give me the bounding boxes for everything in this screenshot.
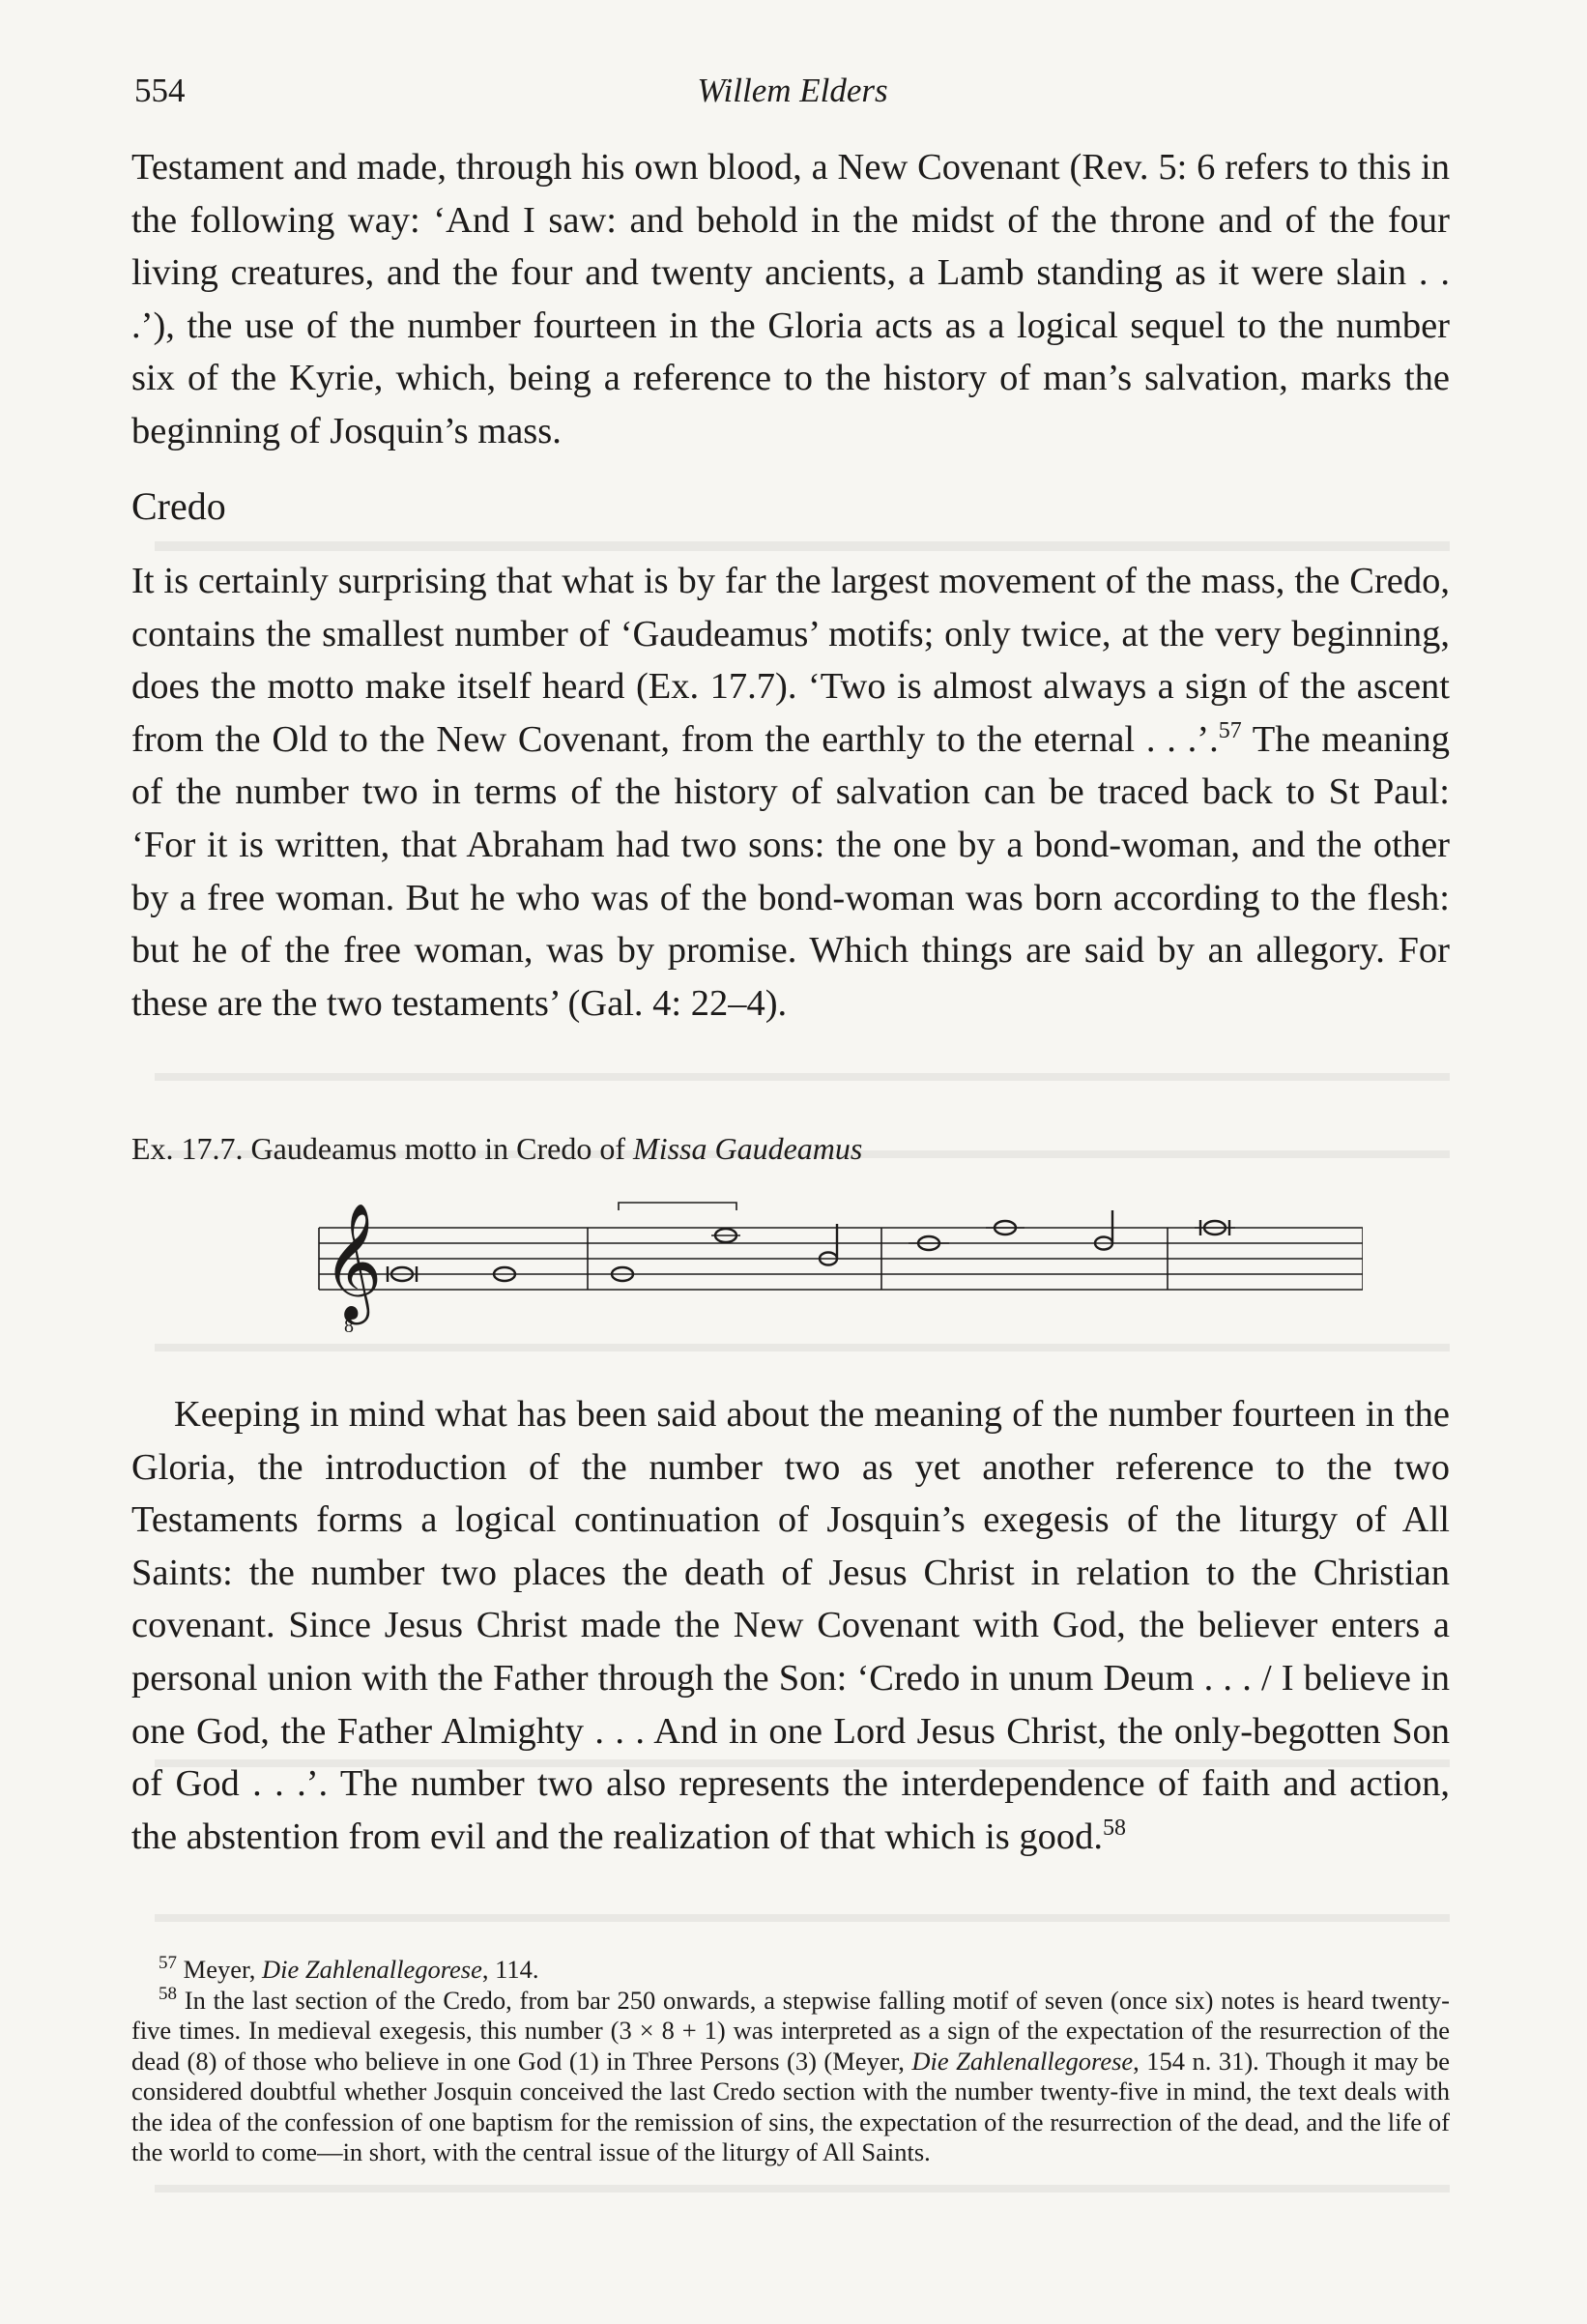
footnote-title: Die Zahlenallegorese bbox=[911, 2046, 1134, 2076]
paragraph-2-text-a: It is certainly surprising that what is by far the largest movement of the mass, the Credo, contains the smallest number of ‘Gaudeamus’ motifs; only twice, at the very beginning, does the motto make itself heard (Ex. 17.7). ‘Two is almost always a sign of the ascent from the Old to the New Covenant, from the earthly to the eternal . . .’. bbox=[131, 561, 1450, 760]
footnote-number: 58 bbox=[159, 1983, 177, 2004]
paragraph-3-text: Keeping in mind what has been said about the meaning of the number fourteen in the Gloria, the introduction of the number two as yet another reference to the two Testaments forms a logical continuation of Josquin’s exegesis of the liturgy of All Saints: the number two places the death of Jesus Christ in relation to the Christian covenant. Since Jesus Christ made the New Covenant with God, the believer enters a personal union with the Father through the Son: ‘Credo in unum Deum . . . / I believe in one God, the Father Almighty . . . And in one Lord Jesus Christ, the only-begotten Son of God . . .’. The number two also represents the interdependence of faith and action, the abstention from evil and the realization of that which is good. bbox=[131, 1394, 1450, 1857]
footnote-58 bbox=[131, 1983, 1450, 2168]
footnote-number: 57 bbox=[159, 1953, 177, 1974]
footnote-ref-57: 57 bbox=[1218, 717, 1242, 743]
treble-clef-icon: 𝄞 bbox=[323, 1202, 383, 1320]
paragraph-2 bbox=[131, 555, 1450, 1030]
footnotes bbox=[131, 1955, 1450, 2168]
footnote-57 bbox=[131, 1955, 1450, 1986]
music-example bbox=[309, 1199, 1363, 1344]
page-number: 554 bbox=[134, 72, 186, 109]
footnote-text: In the last section of the Credo, from bar 250 onwards, a stepwise falling motif of seven (once six) notes is heard twenty-five times. In medieval exegesis, this number (3 × 8 + 1) was interpreted as a sign of the expectation of the resurrection of the dead (8) of those who believe in one God (1) in Three Persons (3) (Meyer, bbox=[131, 1985, 1450, 2076]
section-heading: Credo bbox=[131, 484, 226, 528]
paragraph-3 bbox=[131, 1388, 1450, 1863]
footnote-text: , 114. bbox=[481, 1955, 539, 1984]
footnote-text: Meyer, bbox=[183, 1955, 262, 1984]
footnote-ref-58: 58 bbox=[1103, 1815, 1127, 1841]
example-caption bbox=[131, 1131, 862, 1167]
running-head-author: Willem Elders bbox=[697, 72, 888, 109]
paragraph-1-text: Testament and made, through his own blood, a New Covenant (Rev. 5: 6 refers to this in the following way: ‘And I saw: and behold in the midst of the throne and of the four living creatures, and the four and twenty ancients, a Lamb standing as it were slain . . .’), the use of the number fourteen in the Gloria acts as a logical sequel to the number six of the Kyrie, which, being a reference to the history of man’s salvation, marks the beginning of Josquin’s mass. bbox=[131, 147, 1450, 451]
example-caption-prefix: Ex. 17.7. Gaudeamus motto in Credo of bbox=[131, 1131, 634, 1166]
example-caption-title: Missa Gaudeamus bbox=[633, 1131, 863, 1166]
paragraph-2-text-b: The meaning of the number two in terms of the history of salvation can be traced back to St Paul: ‘For it is written, that Abraham had two sons: the one by a bond-woman, and the other by a free woman. But he who was of the bond-woman was born according to the flesh: but he of the free woman, was by promise. Which things are said by an allegory. For these are the two testaments’ (Gal. 4: 22–4). bbox=[131, 718, 1450, 1024]
footnote-text: , 154 n. 31). Though it may be considered doubtful whether Josquin conceived the last Credo section with the number twenty-five in mind, the text deals with the idea of the confession of one baptism for the remission of sins, the expectation of the resurrection of the dead, and the life of the world to come—in short, with the central issue of the liturgy of All Saints. bbox=[131, 2046, 1450, 2166]
clef-octave-mark: 8 bbox=[344, 1316, 354, 1337]
paragraph-1 bbox=[131, 141, 1450, 458]
running-header bbox=[134, 68, 1451, 118]
footnote-title: Die Zahlenallegorese bbox=[261, 1955, 482, 1984]
